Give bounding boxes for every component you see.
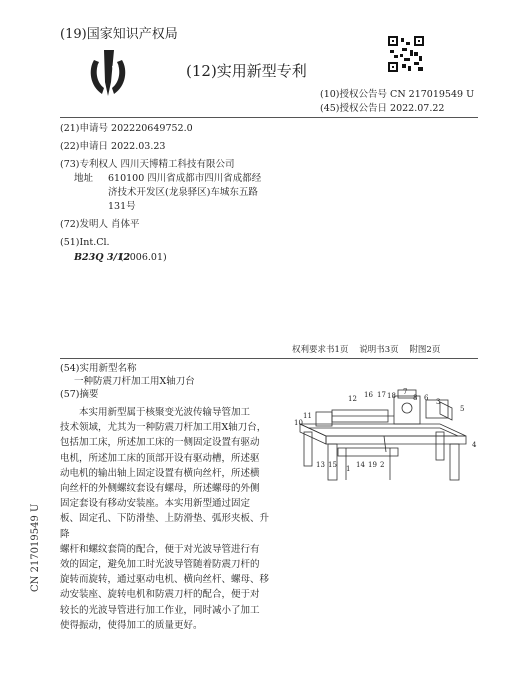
patentee: (73)专利权人 四川天博精工科技有限公司 — [60, 159, 235, 170]
figure-label: 2 — [380, 461, 385, 469]
figure-label: 4 — [472, 441, 477, 449]
office-header: (19)国家知识产权局 — [60, 27, 178, 42]
abstract-line: 旋转而旋转，通过驱动电机、横向丝杆、螺母、移 — [60, 574, 270, 586]
abstract-line: 板、固定孔、下防滑垫、上防滑垫、弧形夹板、升降 — [60, 513, 270, 540]
publication-number: (10)授权公告号 CN 217019549 U — [320, 89, 475, 100]
abstract-line: 向丝杆的外侧螺纹套设有螺母，所述螺母的外侧 — [60, 483, 260, 495]
inventor: (72)发明人 肖体平 — [60, 219, 140, 230]
abstract-line: 使得振动，使得加工的质量更好。 — [60, 619, 203, 631]
abstract-line: 技术领域，尤其为一种防震刀杆加工用X轴刀台， — [60, 422, 267, 434]
abstract-line: 包括加工床，所述加工床的一侧固定设置有驱动 — [60, 437, 260, 449]
address-line: 济技术开发区(龙泉驿区)车城东五路 — [108, 187, 258, 198]
application-date: (22)申请日 2022.03.23 — [60, 141, 166, 152]
figure-label: 17 — [377, 391, 386, 399]
figure-label: 3 — [436, 398, 441, 406]
figure-label: 8 — [413, 394, 418, 402]
utility-model-title: 一种防震刀杆加工用X轴刀台 — [74, 376, 195, 387]
divider — [60, 358, 478, 359]
figure-label: 5 — [460, 405, 465, 413]
abstract-line: 效的固定，避免加工时光波导管随着防震刀杆的 — [60, 559, 260, 571]
figure-label: 6 — [424, 394, 429, 402]
figure-label: 15 — [328, 461, 337, 469]
cnipa-logo — [84, 48, 132, 98]
abstract-line: 较长的光波导管进行加工作业，同时减小了加工 — [60, 604, 260, 616]
pages-info: 权利要求书1页 说明书3页 附图2页 — [292, 345, 441, 355]
address-line: 610100 四川省成都市四川省成都经 — [108, 173, 262, 184]
ipc-label: (51)Int.Cl. — [60, 237, 110, 248]
abstract-line: 本实用新型属于核聚变光波传输导管加工 — [79, 407, 251, 418]
address-label: 地址 — [74, 173, 94, 184]
divider — [60, 117, 478, 118]
ipc-code: B23Q 3/12 — [74, 252, 131, 263]
figure-label: 16 — [364, 391, 373, 399]
abstract-line: 动安装座、旋转电机和防震刀杆的配合，便于对 — [60, 589, 260, 601]
address-line: 131号 — [108, 201, 136, 212]
side-publication-number: CN 217019549 U — [30, 503, 41, 592]
abstract-line: 动电机的输出轴上固定设置有横向丝杆，所述横 — [60, 467, 260, 479]
abstract-line: 固定套设有移动安装座。本实用新型通过固定 — [60, 498, 251, 510]
figure-label: 14 — [356, 461, 365, 469]
abstract-line: 电机，所述加工床的顶部开设有驱动槽，所述驱 — [60, 452, 260, 464]
title-label: (54)实用新型名称 — [60, 363, 137, 374]
ipc-version: (2006.01) — [120, 252, 167, 263]
abstract-line: 螺杆和螺纹套筒的配合，便于对光波导管进行有 — [60, 543, 260, 555]
publication-date: (45)授权公告日 2022.07.22 — [320, 103, 445, 114]
figure-label: 7 — [403, 388, 408, 396]
figure-label: 13 — [316, 461, 325, 469]
application-number: (21)申请号 202220649752.0 — [60, 123, 193, 134]
qr-code — [388, 36, 424, 72]
abstract-label: (57)摘要 — [60, 389, 99, 400]
figure-label: 18 — [387, 392, 396, 400]
figure-label: 11 — [303, 412, 312, 420]
figure-label: 12 — [348, 395, 357, 403]
figure-label: 1 — [346, 465, 351, 473]
figure-label: 10 — [294, 419, 303, 427]
abstract-text — [60, 405, 275, 633]
document-type: (12)实用新型专利 — [186, 62, 307, 80]
figure-label: 19 — [368, 461, 377, 469]
